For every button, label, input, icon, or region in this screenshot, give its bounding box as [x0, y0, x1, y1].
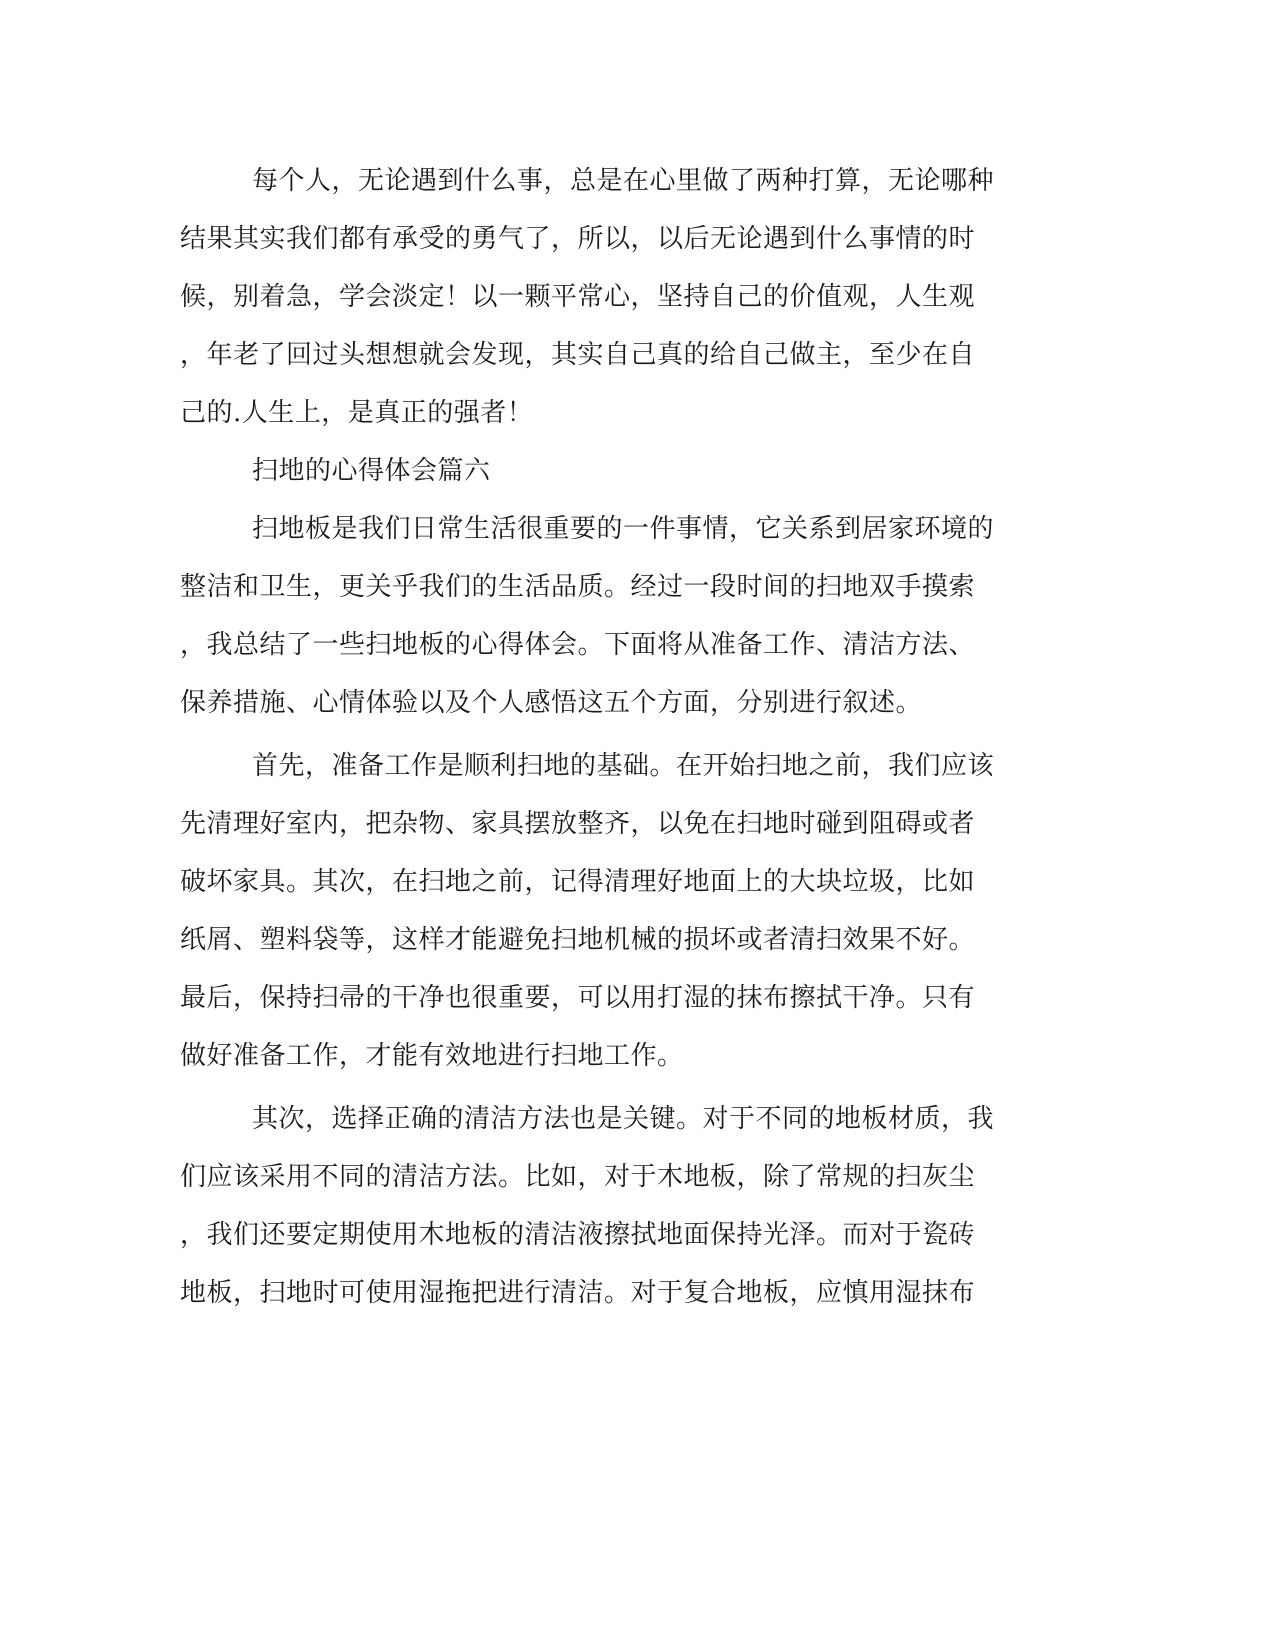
- text-line: 首先，准备工作是顺利扫地的基础。在开始扫地之前，我们应该: [252, 751, 995, 781]
- text-line: 整洁和卫生，更关乎我们的生活品质。经过一段时间的扫地双手摸索: [180, 572, 976, 602]
- text-line: 己的.人生上，是真正的强者！: [180, 398, 534, 428]
- text-line: 扫地板是我们日常生活很重要的一件事情，它关系到居家环境的: [252, 514, 995, 544]
- text-line: 地板，扫地时可使用湿拖把进行清洁。对于复合地板，应慎用湿抹布: [180, 1278, 976, 1308]
- text-line: 先清理好室内，把杂物、家具摆放整齐，以免在扫地时碰到阻碍或者: [180, 809, 976, 839]
- text-line: 破坏家具。其次，在扫地之前，记得清理好地面上的大块垃圾，比如: [180, 867, 976, 897]
- text-line: 候，别着急，学会淡定！以一颗平常心，坚持自己的价值观，人生观: [180, 282, 976, 312]
- text-line: 纸屑、塑料袋等，这样才能避免扫地机械的损坏或者清扫效果不好。: [180, 925, 976, 955]
- text-line: ，年老了回过头想想就会发现，其实自己真的给自己做主，至少在自: [180, 340, 976, 370]
- text-line: ，我总结了一些扫地板的心得体会。下面将从准备工作、清洁方法、: [180, 630, 976, 660]
- text-line: 做好准备工作，才能有效地进行扫地工作。: [180, 1041, 684, 1071]
- text-line: 其次，选择正确的清洁方法也是关键。对于不同的地板材质，我: [252, 1104, 995, 1134]
- text-line: 保养措施、心情体验以及个人感悟这五个方面，分别进行叙述。: [180, 688, 923, 718]
- text-line: 每个人，无论遇到什么事，总是在心里做了两种打算，无论哪种: [252, 166, 995, 196]
- text-line: ，我们还要定期使用木地板的清洁液擦拭地面保持光泽。而对于瓷砖: [180, 1220, 976, 1250]
- text-line: 们应该采用不同的清洁方法。比如，对于木地板，除了常规的扫灰尘: [180, 1162, 976, 1192]
- section-heading: 扫地的心得体会篇六: [252, 456, 491, 486]
- text-line: 结果其实我们都有承受的勇气了，所以，以后无论遇到什么事情的时: [180, 224, 976, 254]
- text-line: 最后，保持扫帚的干净也很重要，可以用打湿的抹布擦拭干净。只有: [180, 983, 976, 1013]
